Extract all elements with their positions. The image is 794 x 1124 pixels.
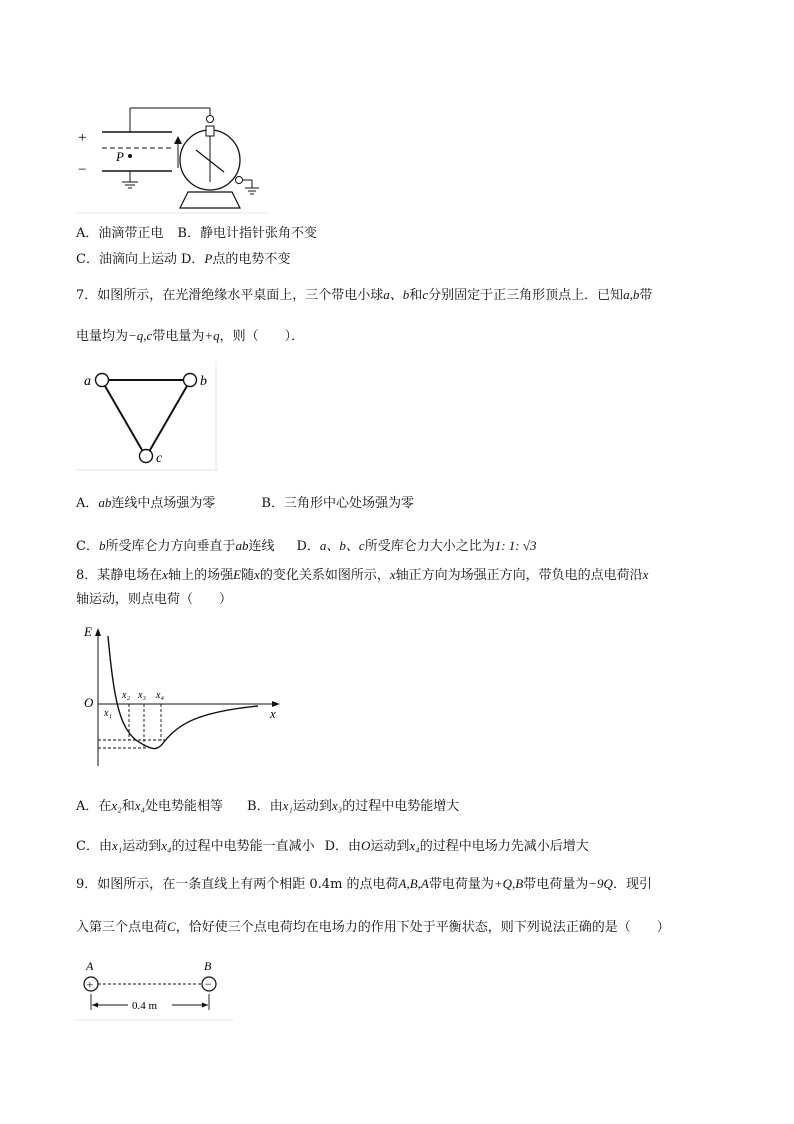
- q8-stem-line-1: [76, 565, 648, 586]
- q7-option-c: C．: [76, 539, 99, 554]
- capacitor-electrometer-diagram: [72, 102, 272, 214]
- q6-option-d-var: P: [204, 251, 213, 266]
- q9-stem-text: 入第三个点电荷: [76, 920, 168, 935]
- q7-stem-line-2: [76, 326, 304, 347]
- q6-option-c: C．油滴向上运动: [76, 252, 177, 267]
- q8-option-b: B．由: [247, 799, 283, 814]
- q7-stem-text: 带: [639, 288, 653, 303]
- triangle-charges-figure: [74, 360, 220, 472]
- q8-option-text: 的过程中电场力先减小后增大: [419, 839, 589, 854]
- two-charges-diagram: [74, 956, 234, 1022]
- q8-var: E: [233, 567, 242, 582]
- q7-var: ab: [235, 538, 249, 553]
- q7-var: a、b: [383, 287, 410, 302]
- q9-stem-text: ．现引: [612, 877, 652, 892]
- q6-option-a: A．油滴带正电: [76, 226, 164, 241]
- x4-label: x₄: [156, 690, 164, 701]
- q8-option-text: 和: [121, 799, 135, 814]
- charge-b-label: b: [200, 374, 207, 389]
- q7-stem-text: 电量均为: [76, 329, 129, 344]
- q9-var: C: [167, 919, 176, 934]
- q8-stem-text: 轴运动，则点电荷（ ）: [76, 592, 233, 607]
- point-p-label: P: [116, 149, 124, 164]
- q7-stem-line-1: [76, 285, 652, 306]
- q7-option-d-text: 所受库仑力大小之比为: [364, 539, 495, 554]
- charge-b-label: B: [204, 959, 212, 973]
- charge-a-label: A: [86, 959, 94, 973]
- q7-option-d-ratio: 1: 1: √3: [494, 538, 537, 553]
- q8-var: O: [361, 838, 371, 853]
- q6-options-row-1: [76, 224, 317, 244]
- q8-option-text: 运动到: [122, 839, 162, 854]
- q8-stem-text: 8．某静电场在: [76, 568, 163, 583]
- x2-label: x₂: [122, 690, 130, 701]
- q8-stem-text: 随: [241, 568, 255, 583]
- q7-var: −q,c: [128, 328, 153, 343]
- q7-option-a-text: 连线中点场强为零: [111, 496, 216, 511]
- q9-var: A,B,A: [398, 876, 429, 891]
- q8-var: x₄: [161, 838, 172, 853]
- q8-option-text: 运动到: [292, 799, 332, 814]
- q7-stem-text: 分别固定于正三角形顶点上．已知: [428, 288, 624, 303]
- q8-var: x₄: [409, 838, 420, 853]
- q7-var: c: [422, 287, 429, 302]
- q9-stem-line-1: [76, 874, 652, 895]
- q8-var: x₁: [282, 798, 293, 813]
- x1-label: x₁: [104, 708, 112, 719]
- q8-var: x₁: [111, 838, 123, 853]
- q7-option-b: B．三角形中心处场强为零: [261, 496, 414, 511]
- q7-var: a、b、c: [319, 538, 365, 553]
- q7-option-c-text: 所受库仑力方向垂直于: [105, 539, 236, 554]
- q7-stem-text: 带电量为: [152, 329, 205, 344]
- q8-var: x₂: [111, 798, 122, 813]
- q7-option-a: A．: [76, 496, 99, 511]
- q9-stem-text: 带电荷量为: [523, 877, 589, 892]
- q7-var: ab: [98, 495, 112, 510]
- plus-sign: +: [86, 977, 94, 992]
- q8-stem-text: 轴上的场强: [168, 568, 234, 583]
- q8-stem-text: 轴正方向为场强正方向，带负电的点电荷沿: [395, 568, 643, 583]
- charge-a-label: a: [84, 374, 91, 389]
- q7-options-row-1: [76, 493, 414, 514]
- two-charges-figure: [74, 956, 234, 1022]
- q8-var: x: [642, 567, 649, 582]
- e-x-graph-figure: [78, 620, 284, 770]
- q7-option-d: D．: [296, 539, 320, 554]
- q9-stem-text: 9．如图所示，在一条直线上有两个相距 0.4m 的点电荷: [76, 877, 399, 892]
- q6-option-d-prefix: D．: [180, 252, 205, 267]
- q7-var: a,b: [623, 287, 640, 302]
- q9-var: −9Q: [588, 876, 613, 891]
- q8-var: x: [162, 567, 169, 582]
- q8-var: x: [254, 567, 260, 582]
- q7-options-row-2: [76, 536, 537, 557]
- e-axis-label: E: [84, 624, 92, 639]
- capacitor-electrometer-figure: [72, 102, 272, 214]
- q8-stem-line-2: [76, 590, 232, 610]
- x3-label: x₃: [138, 690, 146, 701]
- q6-option-d-text: 点的电势不变: [212, 252, 291, 267]
- charge-c-label: c: [156, 451, 163, 466]
- q8-option-text: 运动到: [370, 839, 410, 854]
- q8-options-row-1: [76, 796, 459, 817]
- q9-stem-line-2: [76, 917, 670, 938]
- q8-var: x₃: [331, 798, 343, 813]
- q6-options-row-2: [76, 249, 290, 270]
- e-x-graph: [78, 620, 284, 770]
- q6-option-b: B．静电计指针张角不变: [177, 226, 317, 241]
- distance-label: 0.4 m: [132, 1000, 158, 1012]
- q8-option-c: C．由: [76, 839, 112, 854]
- q8-option-d: D．由: [324, 839, 362, 854]
- q8-option-text: 的过程中电势能增大: [342, 799, 460, 814]
- plus-plate-label: +: [78, 130, 87, 146]
- q7-stem-text: ，则（ ）．: [219, 329, 305, 344]
- q7-stem-text: 7．如图所示，在光滑绝缘水平桌面上，三个带电小球: [76, 288, 384, 303]
- q8-var: x₄: [134, 798, 145, 813]
- q7-option-c-text: 连线: [248, 539, 275, 554]
- minus-plate-label: −: [78, 162, 87, 178]
- minus-sign: −: [205, 977, 212, 991]
- q8-options-row-2: [76, 836, 589, 857]
- q8-option-text: 的过程中电势能一直减小: [171, 839, 315, 854]
- q7-var: b: [98, 538, 106, 553]
- q8-option-text: 处电势能相等: [145, 799, 224, 814]
- x-axis-label: x: [270, 706, 276, 721]
- q9-stem-text: ，恰好使三个点电荷均在电场力的作用下处于平衡状态，则下列说法正确的是（ ）: [175, 920, 670, 935]
- q8-var: x: [389, 567, 396, 582]
- q7-var: +q: [204, 328, 220, 343]
- triangle-charges-diagram: [74, 360, 220, 472]
- q8-option-a: A．在: [76, 799, 112, 814]
- q9-var: +Q,B: [493, 876, 524, 891]
- q7-stem-text: 和: [409, 288, 423, 303]
- q8-stem-text: 的变化关系如图所示，: [259, 568, 390, 583]
- q9-stem-text: 带电荷量为: [428, 877, 494, 892]
- origin-label: O: [84, 695, 94, 710]
